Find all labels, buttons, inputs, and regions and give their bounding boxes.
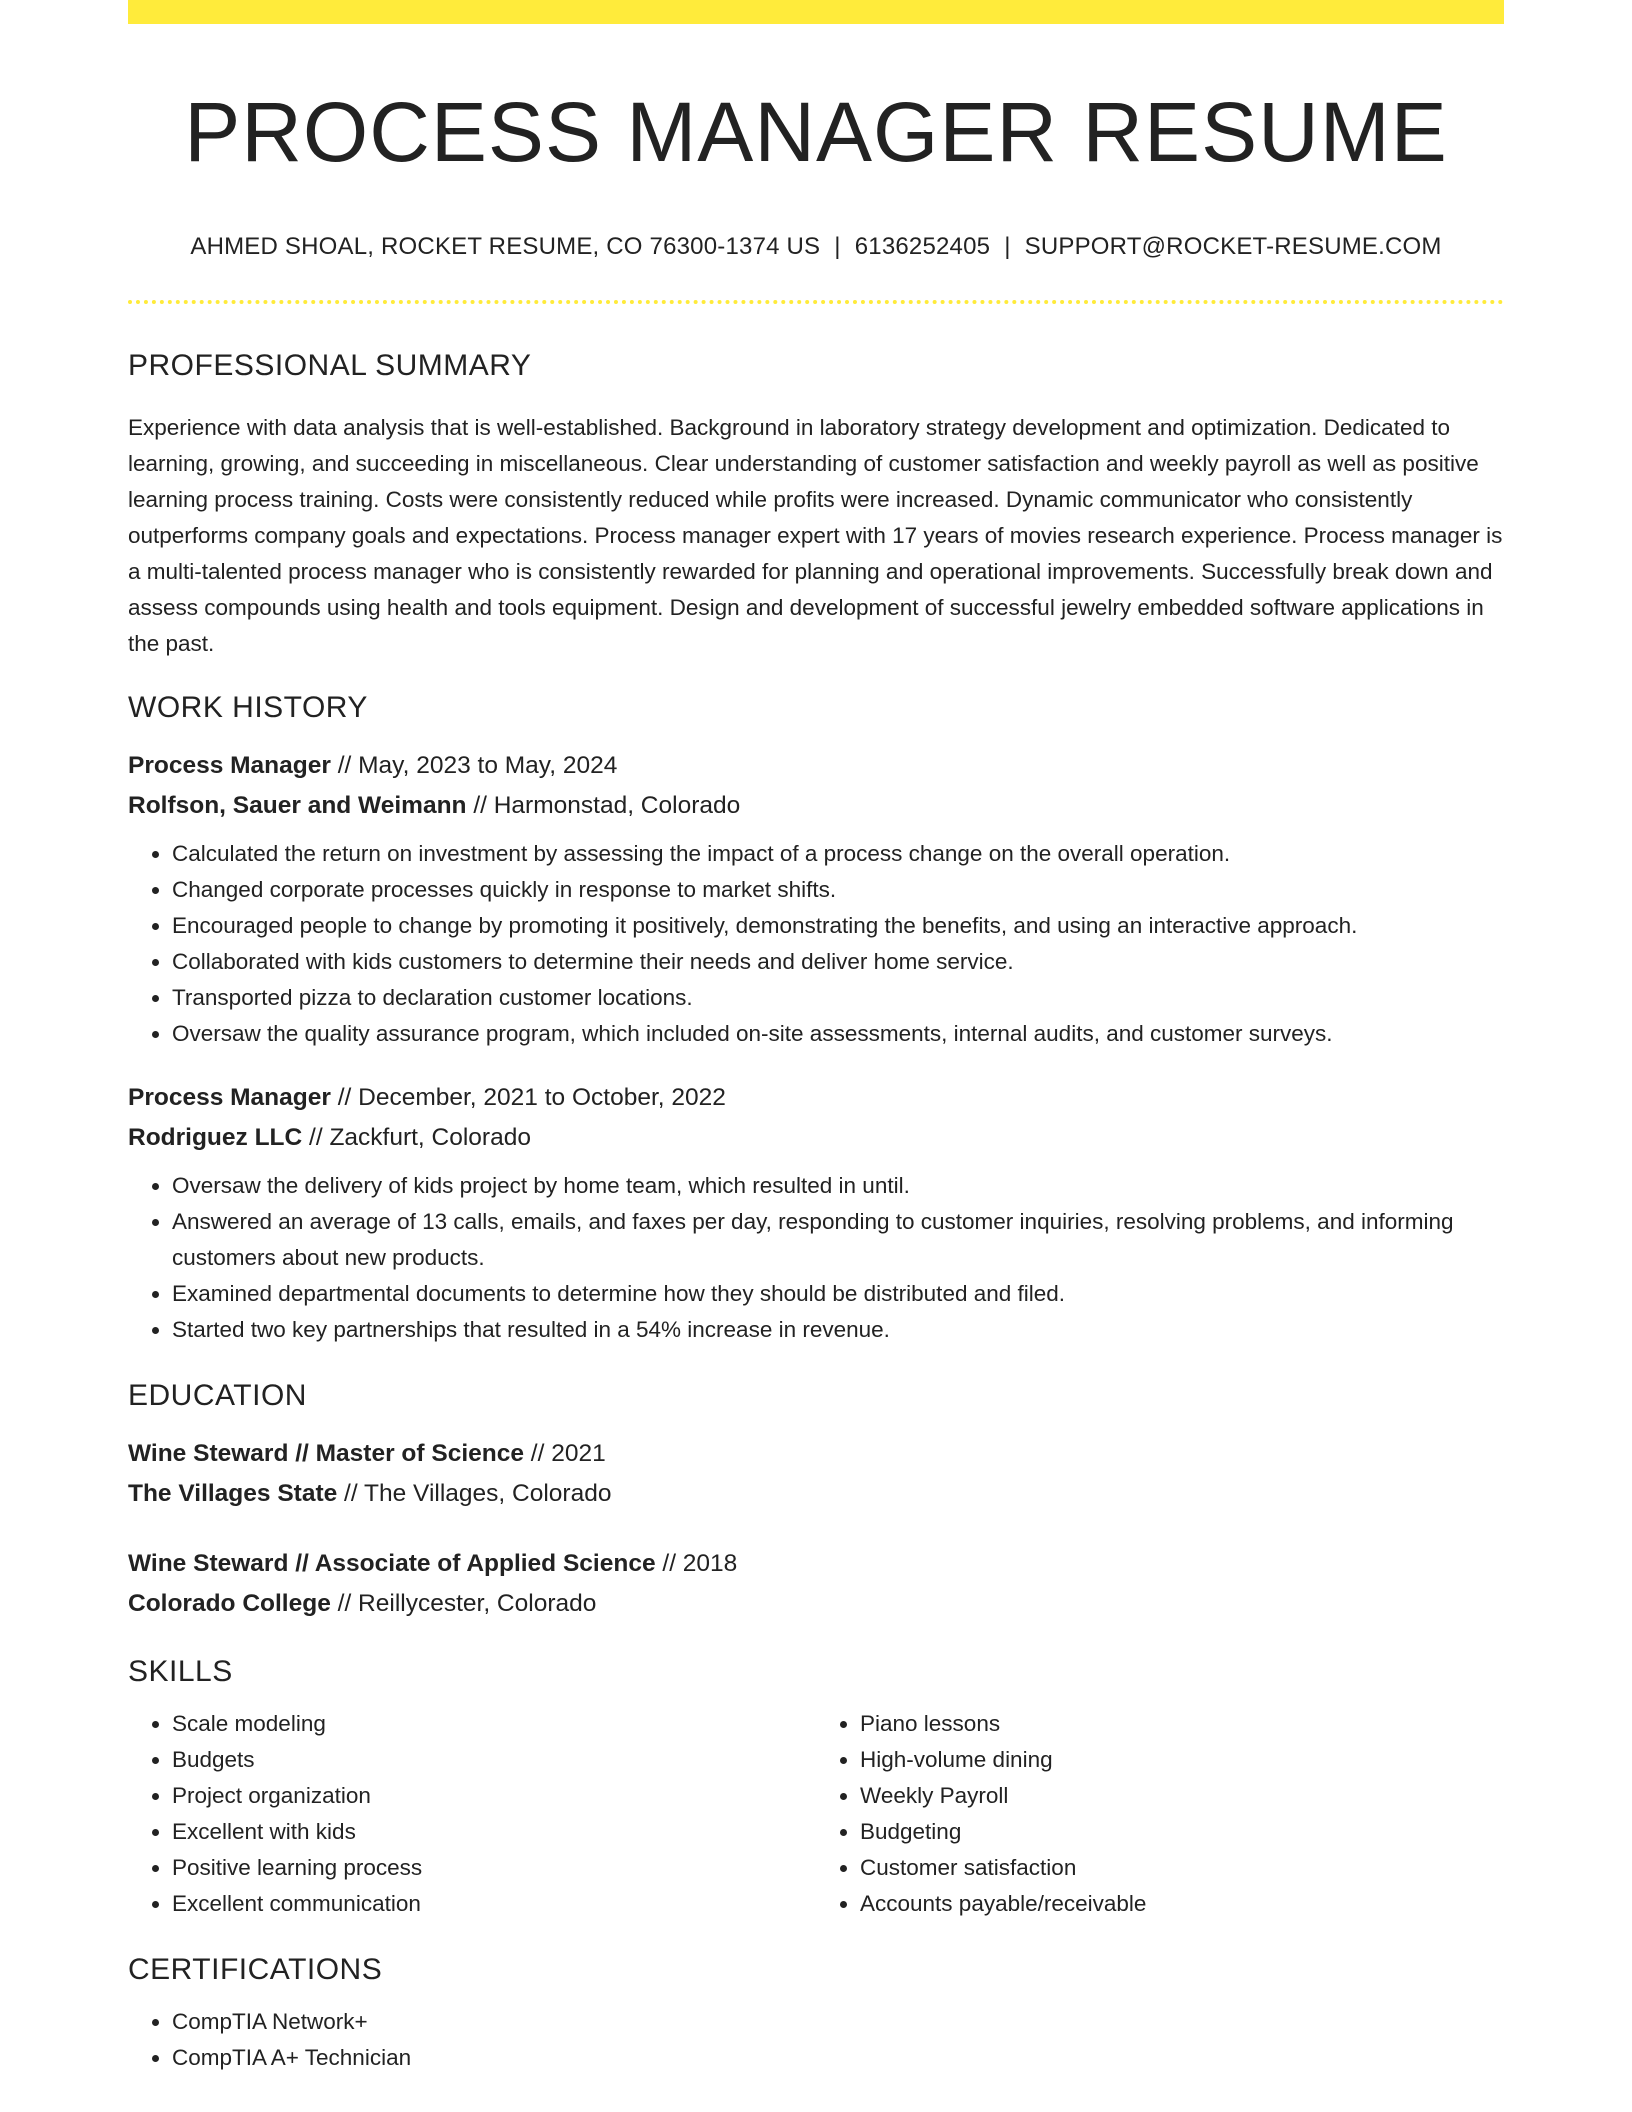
list-item: • High-volume dining <box>860 1742 1504 1778</box>
resume-title: PROCESS MANAGER RESUME <box>184 85 1448 179</box>
list-item: • CompTIA Network+ <box>172 2004 1504 2040</box>
degree-line <box>128 1434 1504 1474</box>
contact-line <box>128 231 1504 262</box>
degree: Wine Steward // Associate of Applied Science <box>128 1549 656 1577</box>
degree-line <box>128 1544 1504 1584</box>
list-item: • Customer satisfaction <box>860 1850 1504 1886</box>
list-item: • Encouraged people to change by promoting it positively, demonstrating the benefits, and using an interactive approach. <box>172 908 1504 944</box>
job-bullets <box>128 1168 1504 1348</box>
skills-right-list <box>816 1706 1504 1922</box>
certifications-list <box>128 2004 1504 2076</box>
summary-heading: PROFESSIONAL SUMMARY <box>128 348 532 382</box>
skills-columns <box>128 1706 1504 1922</box>
work-history-heading: WORK HISTORY <box>128 690 368 724</box>
resume-page <box>128 0 1504 2076</box>
list-item: • Project organization <box>172 1778 816 1814</box>
job-title-line <box>128 1078 1504 1118</box>
list-item: • Piano lessons <box>860 1706 1504 1742</box>
certifications-heading: CERTIFICATIONS <box>128 1952 383 1986</box>
degree-year: // 2021 <box>523 1439 606 1467</box>
list-item: • Budgeting <box>860 1814 1504 1850</box>
education-entry <box>128 1544 1504 1624</box>
school: The Villages State <box>128 1479 338 1507</box>
degree: Wine Steward // Master of Science <box>128 1439 524 1467</box>
list-item: • Accounts payable/receivable <box>860 1886 1504 1922</box>
school-location: // Reillycester, Colorado <box>330 1589 597 1617</box>
job-title-line <box>128 746 1504 786</box>
summary-text: Experience with data analysis that is well-established. Background in laboratory strategy development and optimization. Dedicated to learning, growing, and succeeding in miscellaneous. Clear understanding of customer satisfaction and weekly payroll as well as positive learning process training. Costs were consistently reduced while profits were increased. Dynamic communicator who consistently outperforms company goals and expectations. Process manager expert with 17 years of movies research experience. Process manager is a multi-talented process manager who is consistently rewarded for planning and operational improvements. Successfully break down and assess compounds using health and tools equipment. Design and development of successful jewelry embedded software applications in the past. <box>128 414 1503 656</box>
list-item: • Started two key partnerships that resulted in a 54% increase in revenue. <box>172 1312 1504 1348</box>
job-entry <box>128 746 1504 1052</box>
job-company: Rodriguez LLC <box>128 1123 303 1151</box>
school-line <box>128 1474 1504 1514</box>
contact-email: SUPPORT@ROCKET-RESUME.COM <box>1024 232 1442 260</box>
list-item: • Answered an average of 13 calls, emails, and faxes per day, responding to customer inquiries, resolving problems, and informing customers about new products. <box>172 1204 1504 1276</box>
accent-bar <box>128 0 1504 24</box>
school: Colorado College <box>128 1589 331 1617</box>
job-company-line <box>128 786 1504 826</box>
contact-separator: | <box>834 232 841 260</box>
job-title: Process Manager <box>128 751 331 779</box>
job-bullets <box>128 836 1504 1052</box>
list-item: • Scale modeling <box>172 1706 816 1742</box>
degree-year: // 2018 <box>655 1549 738 1577</box>
list-item: • Excellent with kids <box>172 1814 816 1850</box>
job-company-line <box>128 1118 1504 1158</box>
list-item: • Calculated the return on investment by assessing the impact of a process change on the overall operation. <box>172 836 1504 872</box>
list-item: • Positive learning process <box>172 1850 816 1886</box>
education-entry <box>128 1434 1504 1514</box>
dotted-divider <box>128 300 1504 304</box>
job-entry <box>128 1078 1504 1348</box>
list-item: • Budgets <box>172 1742 816 1778</box>
contact-phone: 6136252405 <box>854 232 991 260</box>
list-item: • CompTIA A+ Technician <box>172 2040 1504 2076</box>
skills-heading: SKILLS <box>128 1654 233 1688</box>
list-item: • Transported pizza to declaration customer locations. <box>172 980 1504 1016</box>
list-item: • Excellent communication <box>172 1886 816 1922</box>
job-dates: // December, 2021 to October, 2022 <box>330 1083 726 1111</box>
job-dates: // May, 2023 to May, 2024 <box>330 751 618 779</box>
skills-left-list <box>128 1706 816 1922</box>
job-location: // Zackfurt, Colorado <box>302 1123 531 1151</box>
list-item: • Weekly Payroll <box>860 1778 1504 1814</box>
list-item: • Examined departmental documents to determine how they should be distributed and filed. <box>172 1276 1504 1312</box>
contact-address: AHMED SHOAL, ROCKET RESUME, CO 76300-1374 US <box>190 232 821 260</box>
education-heading: EDUCATION <box>128 1378 307 1412</box>
job-company: Rolfson, Sauer and Weimann <box>128 791 467 819</box>
list-item: • Oversaw the delivery of kids project by home team, which resulted in until. <box>172 1168 1504 1204</box>
contact-separator: | <box>1004 232 1011 260</box>
job-title: Process Manager <box>128 1083 331 1111</box>
list-item: • Collaborated with kids customers to determine their needs and deliver home service. <box>172 944 1504 980</box>
job-location: // Harmonstad, Colorado <box>466 791 741 819</box>
list-item: • Oversaw the quality assurance program, which included on-site assessments, internal audits, and customer surveys. <box>172 1016 1504 1052</box>
school-location: // The Villages, Colorado <box>337 1479 612 1507</box>
list-item: • Changed corporate processes quickly in response to market shifts. <box>172 872 1504 908</box>
school-line <box>128 1584 1504 1624</box>
